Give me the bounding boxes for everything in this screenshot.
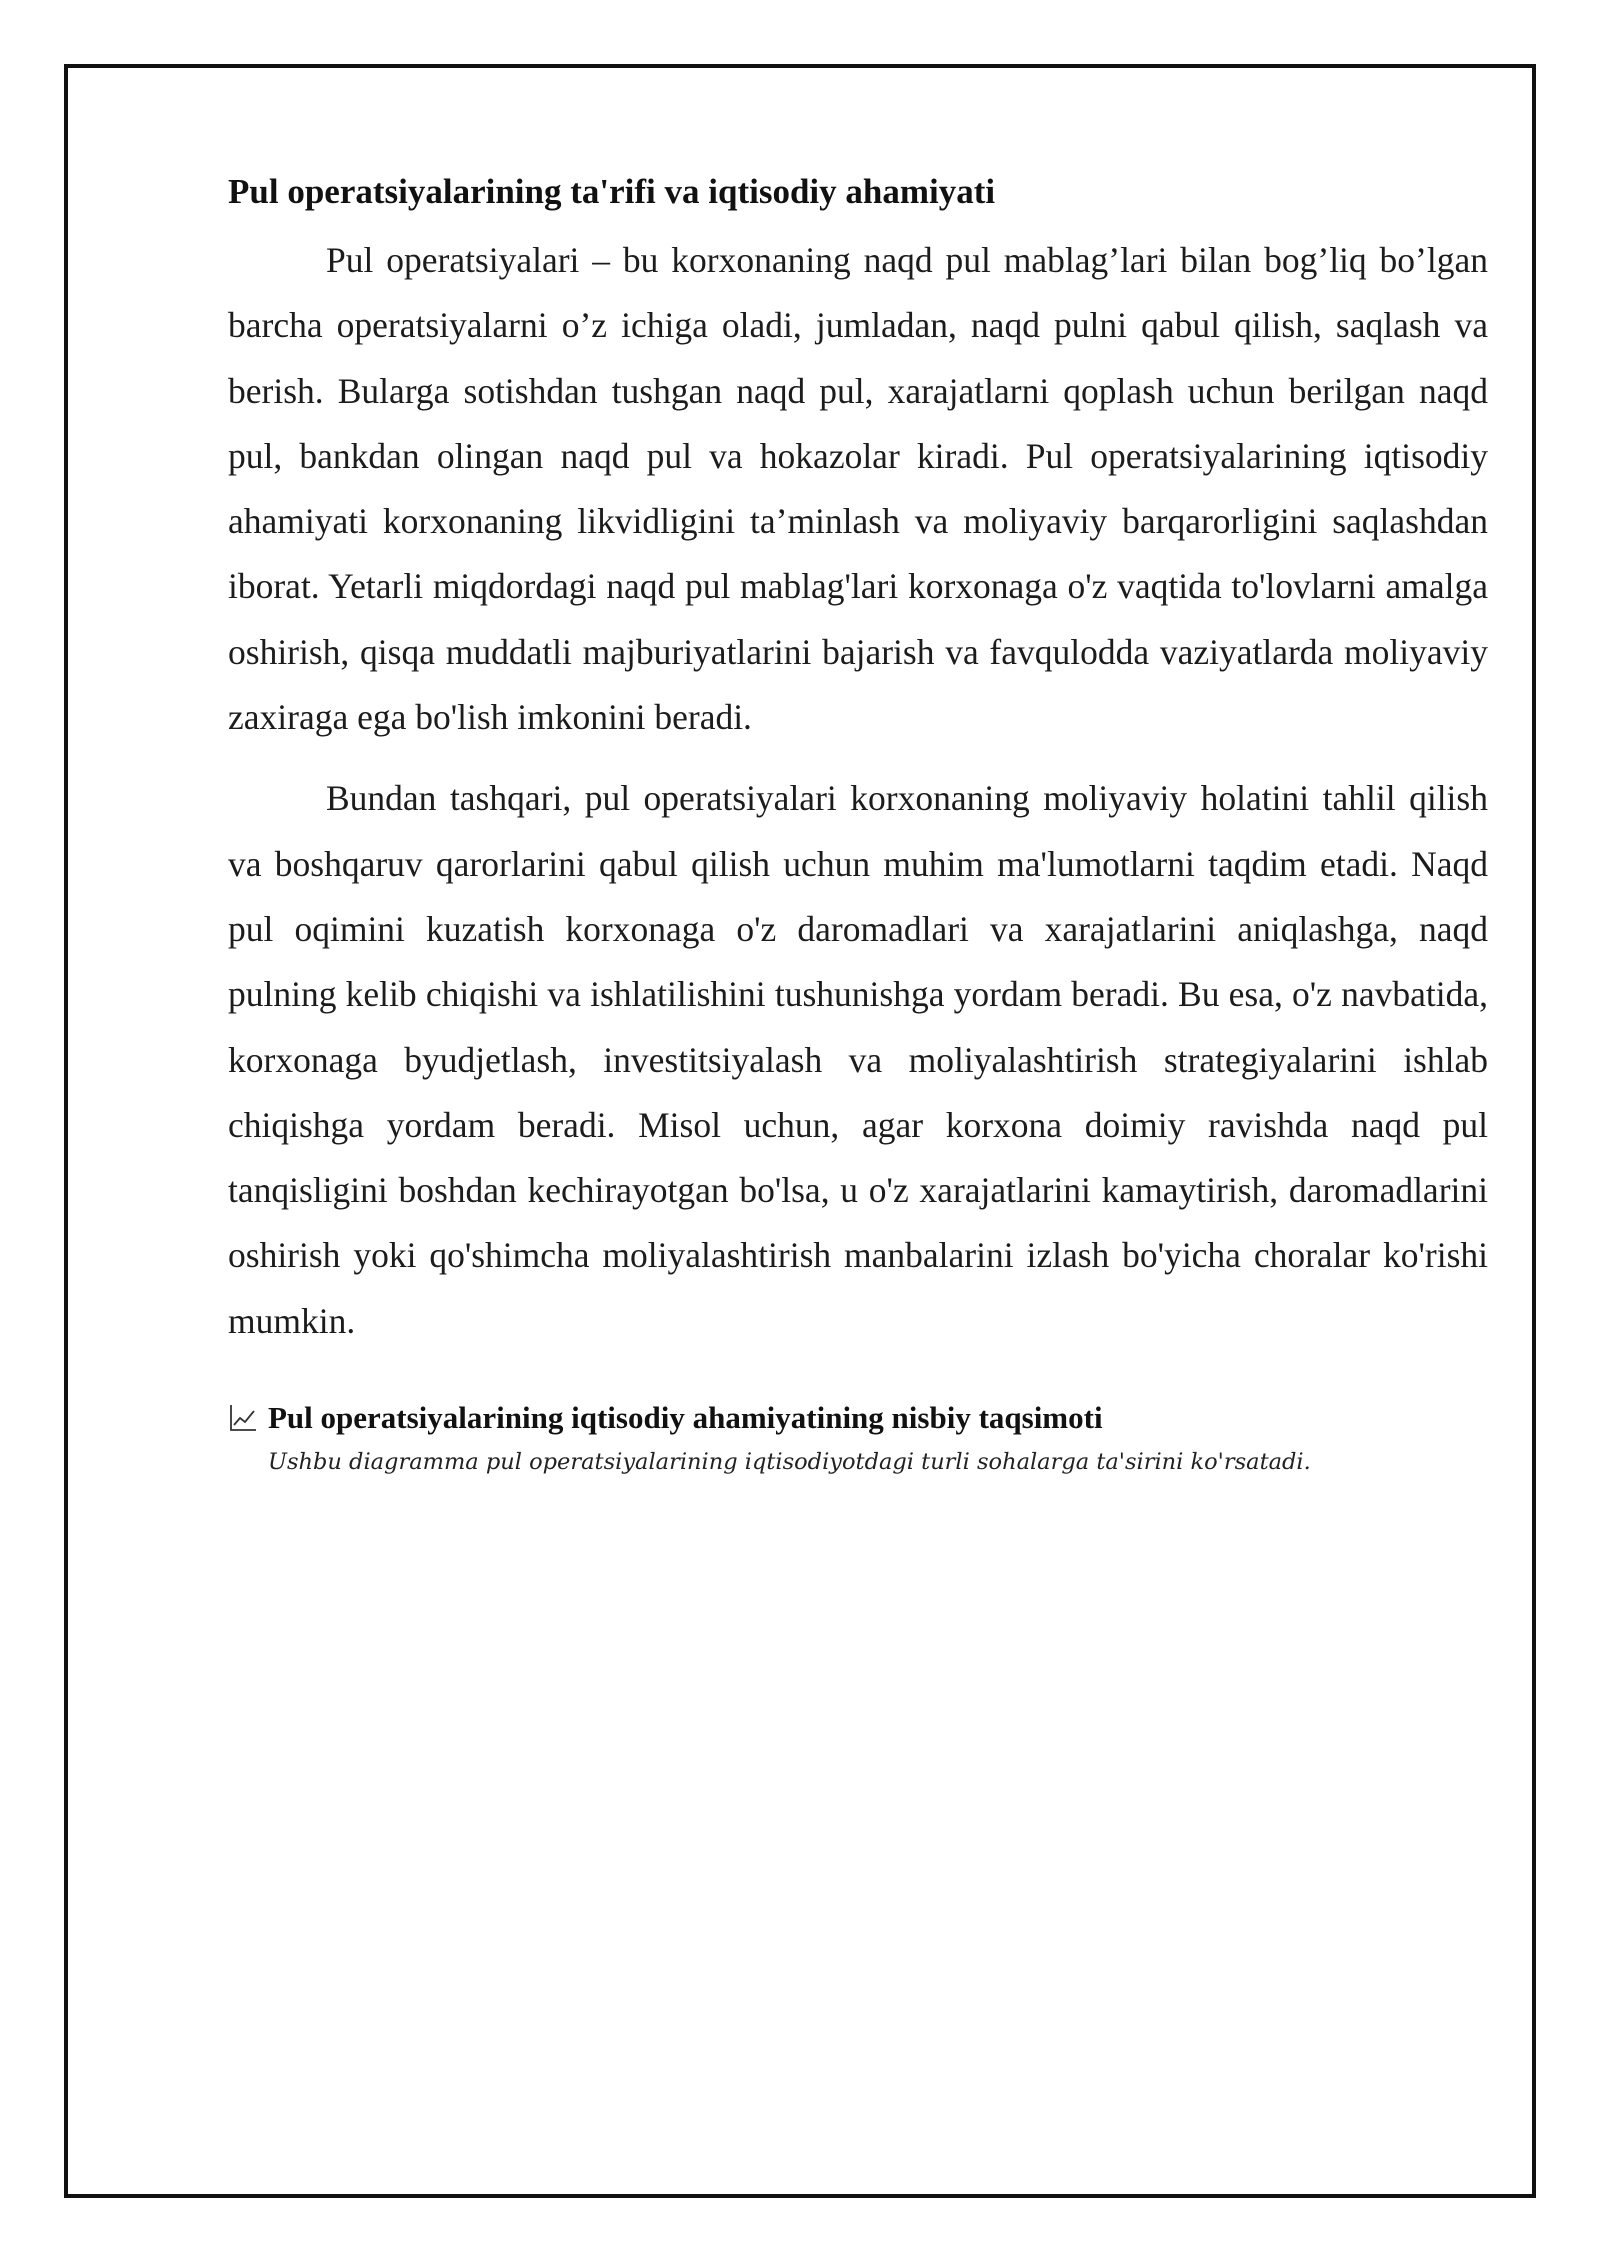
figure-title-row: [228, 1398, 1488, 1438]
chart-icon: [228, 1403, 258, 1433]
paragraph-1: Pul operatsiyalari – bu korxonaning naqd pul mablag’lari bilan bog’liq bo’lgan barcha operatsiyalarni o’z ichiga oladi, jumladan, naqd pulni qabul qilish, saqlash va berish. Bularga sotishdan tushgan naqd pul, xarajatlarni qoplash uchun berilgan naqd pul, bankdan olingan naqd pul va hokazolar kiradi. Pul operatsiyalarining iqtisodiy ahamiyati korxonaning likvidligini ta’minlash va moliyaviy barqarorligini saqlashdan iborat. Yetarli miqdordagi naqd pul mablag'lari korxonaga o'z vaqtida to'lovlarni amalga oshirish, qisqa muddatli majburiyatlarini bajarish va favqulodda vaziyatlarda moliyaviy zaxiraga ega bo'lish imkonini beradi.: [228, 240, 1488, 738]
paragraph-2: Bundan tashqari, pul operatsiyalari korxonaning moliyaviy holatini tahlil qilish va boshqaruv qarorlarini qabul qilish uchun muhim ma'lumotlarni taqdim etadi. Naqd pul oqimini kuzatish korxonaga o'z daromadlari va xarajatlarini aniqlashga, naqd pulning kelib chiqishi va ishlatilishini tushunishga yordam beradi. Bu esa, o'z navbatida, korxonaga byudjetlash, investitsiyalash va moliyalashtirish strategiyalarini ishlab chiqishga yordam beradi. Misol uchun, agar korxona doimiy ravishda naqd pul tanqisligini boshdan kechirayotgan bo'lsa, u o'z xarajatlarini kamaytirish, daromadlarini oshirish yoki qo'shimcha moliyalashtirish manbalarini izlash bo'yicha choralar ko'rishi mumkin.: [228, 778, 1488, 1341]
figure-caption: Ushbu diagramma pul operatsiyalarining iqtisodiyotdagi turli sohalarga ta'sirini ko'rsatadi.: [268, 1449, 1311, 1476]
figure-title: Pul operatsiyalarining iqtisodiy ahamiyatining nisbiy taqsimoti: [268, 1400, 1103, 1436]
document-body: [228, 170, 1488, 1478]
figure-block: [228, 1398, 1488, 1478]
section-heading: Pul operatsiyalarining ta'rifi va iqtisodiy ahamiyati: [228, 172, 996, 211]
